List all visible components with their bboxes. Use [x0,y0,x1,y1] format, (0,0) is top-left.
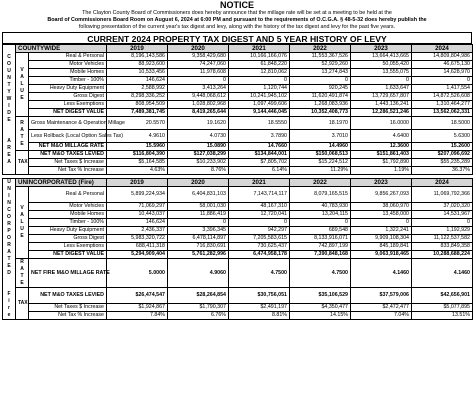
countywide-value-row [3,69,473,77]
unincorporated-cell-2019: 7.84% [107,312,168,320]
countywide-cell-2021: 9,144,446,045 [229,109,290,117]
countywide-row-label: Real & Personal [29,53,107,61]
unincorporated-cell-2020: 5,761,282,996 [168,251,229,259]
countywide-cell-2019: $5,164,585 [107,159,168,167]
unincorporated-cell-2024: 13.51% [412,312,473,320]
countywide-cell-2024: 14,809,804,986 [412,53,473,61]
countywide-cell-2020: 11,978,608 [168,69,229,77]
countywide-value-group-label: V A L U E [16,53,29,117]
unincorporated-cell-2019: $1,924,867 [107,304,168,312]
countywide-cell-2021: 14.7660 [229,143,290,151]
countywide-rate-row [3,143,473,151]
unincorporated-value-row [3,219,473,227]
countywide-cell-2021: 10,166,166,076 [229,53,290,61]
countywide-cell-2024: 13,562,062,331 [412,109,473,117]
countywide-value-row [3,109,473,117]
unincorporated-cell-2019: 5.0000 [107,259,168,288]
countywide-cell-2024: 14,872,526,608 [412,93,473,101]
countywide-cell-2020: 19.1620 [168,117,229,130]
countywide-cell-2020: 74,247,060 [168,61,229,69]
countywide-row-label: Net Taxes $ Increase [29,159,107,167]
countywide-cell-2021: 3.7890 [229,130,290,143]
unincorporated-cell-2024: $5,077,895 [412,304,473,312]
countywide-cell-2020: $10,233,902 [168,159,229,167]
countywide-cell-2021: 0 [229,77,290,85]
countywide-cell-2024: 1,310,464,277 [412,101,473,109]
unincorporated-row-label: Timber - 100% [29,219,107,227]
countywide-year-2022: 2022 [290,45,351,53]
countywide-cell-2020: 9,358,429,680 [168,53,229,61]
countywide-cell-2019: 4.9610 [107,130,168,143]
countywide-cell-2021: 18.5550 [229,117,290,130]
countywide-cell-2020: $127,038,299 [168,151,229,159]
unincorporated-cell-2022: 8,133,916,071 [290,235,351,243]
unincorporated-cell-2022: 4.7500 [290,259,351,288]
countywide-cell-2019: 8,298,336,252 [107,93,168,101]
unincorporated-cell-2023: 13,458,000 [351,211,412,219]
unincorporated-cell-2019: 71,069,297 [107,203,168,211]
unincorporated-row-label: NET DIGEST VALUE [29,251,107,259]
unincorporated-cell-2022: 40,783,930 [290,203,351,211]
countywide-cell-2023: 12,286,521,246 [351,109,412,117]
countywide-cell-2024: 14,628,970 [412,69,473,77]
unincorporated-value-row [3,211,473,219]
countywide-year-2020: 2020 [168,45,229,53]
unincorporated-cell-2019: $26,474,547 [107,288,168,304]
countywide-cell-2020: 8.76% [168,167,229,175]
unincorporated-cell-2021: 48,167,310 [229,203,290,211]
countywide-cell-2022: 13,274,843 [290,69,351,77]
unincorporated-cell-2022: $35,106,529 [290,288,351,304]
unincorporated-cell-2023: 9,063,918,465 [351,251,412,259]
unincorporated-cell-2023: 38,060,970 [351,203,412,211]
unincorporated-cell-2024: 11,122,537,582 [412,235,473,243]
notice-title: NOTICE [219,0,254,10]
unincorporated-cell-2024: 11,069,792,366 [412,187,473,203]
unincorporated-cell-2021: 730,625,437 [229,243,290,251]
unincorporated-value-row [3,187,473,203]
unincorporated-cell-2024: $42,656,901 [412,288,473,304]
countywide-cell-2019: 8,196,143,586 [107,53,168,61]
unincorporated-cell-2022: 14.15% [290,312,351,320]
unincorporated-cell-2021: 12,720,041 [229,211,290,219]
countywide-heading: COUNTYWIDE [16,45,107,53]
unincorporated-row-label: Net Tax % Increase [29,312,107,320]
unincorporated-tax-row [3,312,473,320]
unincorporated-row-label: NET M&O TAXES LEVIED [29,288,107,304]
countywide-cell-2019: 808,954,509 [107,101,168,109]
unincorporated-row-label: NET FIRE M&O MILLAGE RATE [29,259,107,288]
unincorporated-row-label: Gross Digest [29,235,107,243]
countywide-cell-2022: 11,620,491,874 [290,93,351,101]
unincorporated-cell-2022: 8,079,165,515 [290,187,351,203]
countywide-cell-2023: 4.6400 [351,130,412,143]
unincorporated-cell-2021: 7,205,583,615 [229,235,290,243]
unincorporated-cell-2020: 11,886,419 [168,211,229,219]
unincorporated-cell-2019: 688,411,318 [107,243,168,251]
countywide-cell-2022: 0 [290,77,351,85]
countywide-row-label: Heavy Duty Equipment [29,85,107,93]
countywide-cell-2021: 61,848,220 [229,61,290,69]
notice-line-2: Board of Commissioners Board Room on August 6, 2024 at 6:00 PM and pursuant to the requirements of O.C.G.A. § 48-5-32 does hereby publish the [47,17,427,23]
countywide-year-2024: 2024 [412,45,473,53]
unincorporated-rate-row [3,259,473,288]
unincorporated-cell-2021: 8.81% [229,312,290,320]
notice-text [2,10,472,31]
countywide-cell-2023: 1,633,647 [351,85,412,93]
countywide-value-row [3,53,473,61]
digest-table [2,44,473,320]
countywide-cell-2023: 12.3600 [351,143,412,151]
countywide-cell-2022: 10,352,408,773 [290,109,351,117]
countywide-cell-2021: 12,810,062 [229,69,290,77]
unincorporated-tax-group-label: TAX [16,288,29,320]
unincorporated-cell-2019: 5,294,909,404 [107,251,168,259]
unincorporated-cell-2023: 845,189,841 [351,243,412,251]
unincorporated-cell-2020: 6.76% [168,312,229,320]
countywide-cell-2024: $55,235,289 [412,159,473,167]
countywide-cell-2022: 52,929,260 [290,61,351,69]
unincorporated-cell-2021: $30,756,051 [229,288,290,304]
unincorporated-cell-2023: 7.04% [351,312,412,320]
unincorporated-cell-2022: 689,548 [290,227,351,235]
unincorporated-cell-2023: 0 [351,219,412,227]
unincorporated-cell-2019: 5,899,224,934 [107,187,168,203]
unincorporated-cell-2021: 4.7500 [229,259,290,288]
unincorporated-value-row [3,243,473,251]
countywide-cell-2019: 146,624 [107,77,168,85]
countywide-cell-2023: 50,055,420 [351,61,412,69]
unincorporated-cell-2024: 37,020,320 [412,203,473,211]
countywide-value-row [3,93,473,101]
countywide-row-label: NET M&O TAXES LEVIED [29,151,107,159]
unincorporated-cell-2020: 6,478,114,897 [168,235,229,243]
notice-line-3: following presentation of the current year's tax digest and levy, along with the history of the tax digest and levy for the past five years. [78,24,396,30]
countywide-cell-2023: 13,729,657,807 [351,93,412,101]
countywide-cell-2024: 0 [412,77,473,85]
countywide-year-2023: 2023 [351,45,412,53]
countywide-value-row [3,61,473,69]
unincorporated-cell-2024: 833,849,358 [412,243,473,251]
unincorporated-row-label: Motor Vehicles [29,203,107,211]
unincorporated-cell-2020: 58,001,030 [168,203,229,211]
countywide-rate-group-label: R A T E [16,117,29,151]
countywide-cell-2022: 11.29% [290,167,351,175]
unincorporated-cell-2024: 0 [412,219,473,227]
countywide-cell-2024: 1,417,554 [412,85,473,93]
unincorporated-year-2023: 2023 [351,179,412,187]
unincorporated-year-2019: 2019 [107,179,168,187]
countywide-cell-2020: 3,413,264 [168,85,229,93]
unincorporated-area-label: U N I N C O R P O R A T E D F i r e [3,179,16,320]
unincorporated-cell-2024: 4.1460 [412,259,473,288]
unincorporated-value-row [3,251,473,259]
countywide-cell-2024: 5.6300 [412,130,473,143]
countywide-cell-2019: 10,533,456 [107,69,168,77]
unincorporated-cell-2022: 742,897,199 [290,243,351,251]
countywide-cell-2023: 0 [351,77,412,85]
countywide-cell-2022: 11,553,367,526 [290,53,351,61]
unincorporated-cell-2020: 0 [168,219,229,227]
countywide-cell-2024: 36.37% [412,167,473,175]
countywide-tax-group-label: TAX [16,151,29,175]
countywide-row-label: NET DIGEST VALUE [29,109,107,117]
countywide-cell-2023: 1.19% [351,167,412,175]
countywide-row-label: Motor Vehicles [29,61,107,69]
unincorporated-cell-2022: 0 [290,219,351,227]
countywide-tax-row [3,167,473,175]
unincorporated-row-label: Mobile Homes [29,211,107,219]
unincorporated-cell-2020: $1,790,307 [168,304,229,312]
countywide-cell-2020: 1,028,802,968 [168,101,229,109]
countywide-cell-2024: 15.2600 [412,143,473,151]
countywide-tax-row [3,151,473,159]
unincorporated-cell-2019: 146,624 [107,219,168,227]
unincorporated-cell-2023: $2,472,477 [351,304,412,312]
countywide-cell-2019: 88,923,600 [107,61,168,69]
countywide-cell-2024: 18.5000 [412,117,473,130]
countywide-row-label: Gross Maintenance & Operation Millage [29,117,107,130]
unincorporated-cell-2019: 5,983,320,722 [107,235,168,243]
unincorporated-cell-2021: 6,474,958,178 [229,251,290,259]
countywide-cell-2022: 3.7010 [290,130,351,143]
countywide-cell-2023: 16.0000 [351,117,412,130]
unincorporated-cell-2022: 7,390,848,168 [290,251,351,259]
unincorporated-cell-2020: 6,404,831,103 [168,187,229,203]
unincorporated-row-label: Net Taxes $ Increase [29,304,107,312]
countywide-value-row [3,77,473,85]
countywide-cell-2019: 7,489,381,745 [107,109,168,117]
countywide-cell-2022: $15,224,512 [290,159,351,167]
countywide-row-label: Mobile Homes [29,69,107,77]
countywide-cell-2020: 8,419,265,644 [168,109,229,117]
notice-line-1: The Clayton County Board of Commissioners does hereby announce that the millage rate will be set at a meeting to be held at the [82,10,392,16]
countywide-cell-2019: 15.5960 [107,143,168,151]
unincorporated-cell-2021: 0 [229,219,290,227]
countywide-cell-2023: $1,792,890 [351,159,412,167]
unincorporated-cell-2023: $37,579,006 [351,288,412,304]
countywide-cell-2020: 15.0890 [168,143,229,151]
countywide-tax-row [3,159,473,167]
countywide-cell-2021: $7,805,702 [229,159,290,167]
countywide-cell-2023: 1,443,136,241 [351,101,412,109]
unincorporated-year-2022: 2022 [290,179,351,187]
unincorporated-year-2021: 2021 [229,179,290,187]
unincorporated-cell-2022: 13,204,115 [290,211,351,219]
countywide-cell-2023: 13,664,413,665 [351,53,412,61]
countywide-rate-row [3,117,473,130]
countywide-cell-2024: $207,096,692 [412,151,473,159]
unincorporated-year-2020: 2020 [168,179,229,187]
countywide-cell-2020: 0 [168,77,229,85]
unincorporated-cell-2021: 7,143,714,117 [229,187,290,203]
countywide-cell-2021: 1,097,499,606 [229,101,290,109]
countywide-cell-2020: 4.0730 [168,130,229,143]
unincorporated-value-group-label: V A L U E [16,187,29,259]
unincorporated-tax-row [3,304,473,312]
unincorporated-cell-2021: 942,297 [229,227,290,235]
countywide-cell-2022: 18.1970 [290,117,351,130]
unincorporated-tax-row [3,288,473,304]
countywide-cell-2023: 13,555,075 [351,69,412,77]
unincorporated-cell-2024: 1,192,929 [412,227,473,235]
unincorporated-cell-2019: 10,443,037 [107,211,168,219]
countywide-cell-2023: $151,861,403 [351,151,412,159]
countywide-value-row [3,101,473,109]
countywide-year-2021: 2021 [229,45,290,53]
unincorporated-cell-2023: 1,322,241 [351,227,412,235]
countywide-cell-2022: 14.4960 [290,143,351,151]
unincorporated-cell-2020: 716,830,691 [168,243,229,251]
countywide-cell-2021: 6.14% [229,167,290,175]
countywide-header-row [3,45,473,53]
countywide-rate-row [3,130,473,143]
countywide-row-label: Net Tax % Increase [29,167,107,175]
countywide-cell-2022: 920,245 [290,85,351,93]
unincorporated-cell-2022: $4,350,477 [290,304,351,312]
countywide-row-label: NET M&O MILLAGE RATE [29,143,107,151]
unincorporated-header-row [3,179,473,187]
unincorporated-value-row [3,235,473,243]
unincorporated-cell-2020: 3,396,345 [168,227,229,235]
unincorporated-row-label: Real & Personal [29,187,107,203]
unincorporated-cell-2024: 14,531,967 [412,211,473,219]
countywide-row-label: Less Rollback (Local Option Sales Tax) [29,130,107,143]
countywide-cell-2019: 4.63% [107,167,168,175]
countywide-cell-2019: $116,804,390 [107,151,168,159]
unincorporated-cell-2024: 10,288,688,224 [412,251,473,259]
countywide-row-label: Timber - 100% [29,77,107,85]
countywide-cell-2020: 9,448,068,612 [168,93,229,101]
unincorporated-cell-2020: 4.9060 [168,259,229,288]
unincorporated-cell-2023: 9,909,108,304 [351,235,412,243]
unincorporated-rate-group-label: R A T E [16,259,29,288]
unincorporated-cell-2021: $2,491,197 [229,304,290,312]
countywide-cell-2019: 2,588,992 [107,85,168,93]
countywide-year-2019: 2019 [107,45,168,53]
countywide-cell-2022: 1,268,083,936 [290,101,351,109]
unincorporated-cell-2023: 9,856,267,093 [351,187,412,203]
unincorporated-cell-2023: 4.1460 [351,259,412,288]
countywide-cell-2019: 20.5570 [107,117,168,130]
countywide-row-label: Gross Digest [29,93,107,101]
unincorporated-heading: UNINCORPORATED (Fire) [16,179,107,187]
unincorporated-year-2024: 2024 [412,179,473,187]
unincorporated-value-row [3,227,473,235]
countywide-value-row [3,85,473,93]
digest-title: CURRENT 2024 PROPERTY TAX DIGEST AND 5 YEAR HISTORY OF LEVY [2,32,472,44]
unincorporated-row-label: Less Exemptions [29,243,107,251]
countywide-cell-2021: $134,844,001 [229,151,290,159]
countywide-cell-2022: $150,068,513 [290,151,351,159]
unincorporated-value-row [3,203,473,211]
countywide-cell-2024: 46,675,130 [412,61,473,69]
notice-document [2,1,472,320]
countywide-cell-2021: 10,241,945,102 [229,93,290,101]
unincorporated-row-label: Heavy Duty Equipment [29,227,107,235]
countywide-row-label: Less Exemptions [29,101,107,109]
unincorporated-cell-2020: $28,264,854 [168,288,229,304]
unincorporated-cell-2019: 2,436,337 [107,227,168,235]
countywide-cell-2021: 1,120,744 [229,85,290,93]
countywide-area-label: C O U N T Y W I D E A R E A [3,45,16,175]
